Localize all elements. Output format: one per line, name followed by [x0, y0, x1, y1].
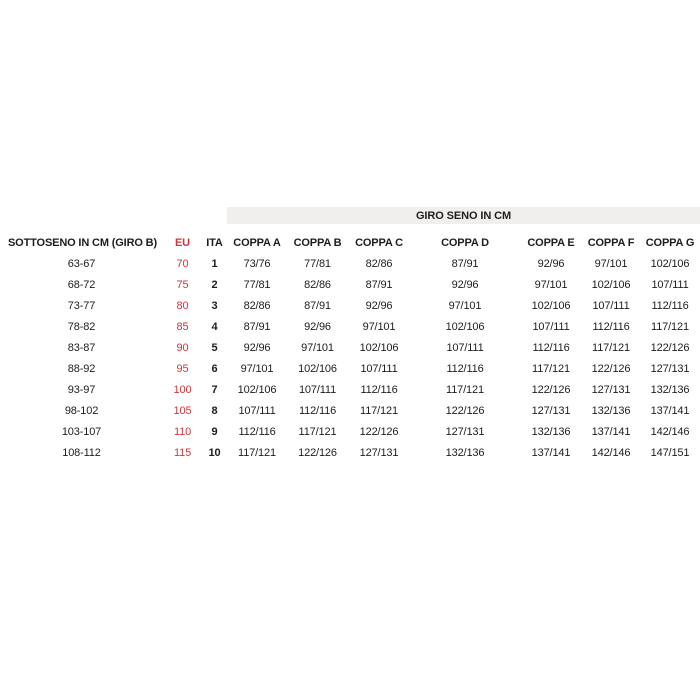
coppa-a-cell: 117/121 [238, 446, 276, 459]
coppa-f-cell: 132/136 [591, 404, 631, 417]
ita-cell: 8 [211, 404, 218, 417]
giro-seno-band-row [0, 207, 700, 224]
ita-cell: 6 [211, 362, 218, 375]
coppa-g-cell: 127/131 [650, 362, 690, 375]
size-chart-table [0, 207, 700, 463]
coppa-g-cell: 102/106 [650, 257, 690, 270]
coppa-a-cell: 87/91 [243, 320, 271, 333]
coppa-b-cell: 122/126 [298, 446, 337, 459]
sottoseno-cell: 83-87 [67, 341, 96, 354]
coppa-d-cell: 122/126 [445, 404, 485, 417]
band-left-spacer [0, 207, 227, 224]
table-row [0, 253, 700, 274]
coppa-a-cell: 73/76 [243, 257, 271, 270]
coppa-c-cell: 112/116 [360, 383, 398, 396]
eu-cell: 95 [176, 362, 189, 375]
coppa-f-cell: 137/141 [591, 425, 631, 438]
coppa-b-cell: 117/121 [298, 425, 337, 438]
coppa-c-cell: 127/131 [359, 446, 399, 459]
coppa-f-cell: 102/106 [591, 278, 631, 291]
sottoseno-cell: 73-77 [67, 299, 96, 312]
coppa-e-cell: 92/96 [537, 257, 565, 270]
column-header-sottoseno: SOTTOSENO IN CM (GIRO B) [8, 237, 157, 249]
coppa-c-cell: 82/86 [365, 257, 393, 270]
table-body [0, 253, 700, 463]
coppa-g-cell: 142/146 [650, 425, 690, 438]
eu-cell: 80 [176, 299, 189, 312]
table-row [0, 295, 700, 316]
eu-cell: 110 [173, 425, 192, 438]
coppa-a-cell: 97/101 [240, 362, 274, 375]
coppa-c-cell: 122/126 [359, 425, 399, 438]
column-header-coppa-d: COPPA D [441, 237, 489, 249]
ita-cell: 5 [211, 341, 218, 354]
table-row [0, 379, 700, 400]
sottoseno-cell: 63-67 [67, 257, 96, 270]
column-header-coppa-a: COPPA A [233, 237, 281, 249]
coppa-d-cell: 132/136 [445, 446, 485, 459]
coppa-b-cell: 77/81 [304, 257, 331, 270]
coppa-a-cell: 107/111 [238, 404, 276, 417]
coppa-d-cell: 92/96 [451, 278, 479, 291]
sottoseno-cell: 88-92 [67, 362, 96, 375]
coppa-f-cell: 142/146 [591, 446, 631, 459]
coppa-e-cell: 102/106 [531, 299, 571, 312]
coppa-f-cell: 122/126 [591, 362, 631, 375]
coppa-g-cell: 117/121 [651, 320, 689, 333]
coppa-e-cell: 117/121 [532, 362, 570, 375]
coppa-c-cell: 117/121 [360, 404, 398, 417]
table-header-row [0, 224, 700, 253]
coppa-b-cell: 87/91 [304, 299, 331, 312]
coppa-d-cell: 127/131 [445, 425, 485, 438]
table-row [0, 358, 700, 379]
ita-cell: 4 [211, 320, 218, 333]
table-row [0, 442, 700, 463]
table-row [0, 274, 700, 295]
coppa-d-cell: 117/121 [446, 383, 484, 396]
giro-seno-group-header: GIRO SENO IN CM [415, 209, 512, 222]
ita-cell: 7 [211, 383, 218, 396]
coppa-f-cell: 107/111 [592, 299, 630, 312]
ita-cell: 2 [211, 278, 218, 291]
coppa-a-cell: 102/106 [237, 383, 277, 396]
eu-cell: 70 [176, 257, 189, 270]
coppa-e-cell: 137/141 [531, 446, 571, 459]
coppa-d-cell: 102/106 [445, 320, 485, 333]
giro-seno-band [227, 207, 700, 224]
ita-cell: 9 [211, 425, 218, 438]
column-header-coppa-g: COPPA G [645, 237, 695, 249]
sottoseno-cell: 78-82 [67, 320, 96, 333]
ita-cell: 1 [211, 257, 218, 270]
column-header-coppa-f: COPPA F [587, 237, 635, 249]
table-row [0, 337, 700, 358]
coppa-c-cell: 97/101 [362, 320, 396, 333]
coppa-b-cell: 112/116 [298, 404, 337, 417]
coppa-b-cell: 92/96 [304, 320, 331, 333]
sottoseno-cell: 108-112 [62, 446, 101, 459]
coppa-b-cell: 107/111 [298, 383, 337, 396]
coppa-d-cell: 112/116 [446, 362, 484, 375]
column-header-coppa-b: COPPA B [293, 237, 342, 249]
coppa-c-cell: 102/106 [359, 341, 399, 354]
column-header-coppa-c: COPPA C [355, 237, 403, 249]
coppa-a-cell: 112/116 [238, 425, 276, 438]
coppa-f-cell: 112/116 [592, 320, 630, 333]
coppa-f-cell: 117/121 [592, 341, 630, 354]
sottoseno-cell: 68-72 [67, 278, 96, 291]
sottoseno-cell: 93-97 [67, 383, 96, 396]
column-header-ita: ITA [206, 237, 223, 249]
coppa-f-cell: 97/101 [594, 257, 628, 270]
coppa-f-cell: 127/131 [591, 383, 631, 396]
coppa-e-cell: 132/136 [531, 425, 571, 438]
eu-cell: 75 [176, 278, 189, 291]
coppa-c-cell: 92/96 [365, 299, 393, 312]
table-row [0, 400, 700, 421]
ita-cell: 3 [211, 299, 218, 312]
coppa-g-cell: 122/126 [650, 341, 690, 354]
ita-cell: 10 [208, 446, 221, 459]
coppa-b-cell: 97/101 [301, 341, 334, 354]
coppa-e-cell: 122/126 [531, 383, 571, 396]
coppa-g-cell: 132/136 [650, 383, 690, 396]
coppa-a-cell: 82/86 [243, 299, 271, 312]
eu-cell: 105 [173, 404, 192, 417]
coppa-c-cell: 107/111 [360, 362, 398, 375]
table-row [0, 316, 700, 337]
eu-cell: 115 [173, 446, 192, 459]
coppa-g-cell: 147/151 [650, 446, 690, 459]
coppa-g-cell: 112/116 [651, 299, 689, 312]
coppa-b-cell: 102/106 [298, 362, 337, 375]
table-row [0, 421, 700, 442]
coppa-a-cell: 77/81 [243, 278, 271, 291]
coppa-e-cell: 127/131 [531, 404, 571, 417]
coppa-g-cell: 107/111 [651, 278, 689, 291]
coppa-e-cell: 97/101 [534, 278, 568, 291]
eu-cell: 90 [176, 341, 189, 354]
sottoseno-cell: 103-107 [61, 425, 102, 438]
coppa-e-cell: 107/111 [532, 320, 570, 333]
coppa-a-cell: 92/96 [243, 341, 271, 354]
coppa-c-cell: 87/91 [365, 278, 393, 291]
eu-cell: 100 [173, 383, 192, 396]
coppa-d-cell: 87/91 [451, 257, 479, 270]
coppa-g-cell: 137/141 [650, 404, 690, 417]
column-header-coppa-e: COPPA E [527, 237, 575, 249]
coppa-d-cell: 97/101 [448, 299, 482, 312]
coppa-e-cell: 112/116 [532, 341, 570, 354]
coppa-d-cell: 107/111 [446, 341, 484, 354]
coppa-b-cell: 82/86 [304, 278, 331, 291]
sottoseno-cell: 98-102 [64, 404, 99, 417]
eu-cell: 85 [176, 320, 189, 333]
column-header-eu: EU [175, 237, 190, 249]
